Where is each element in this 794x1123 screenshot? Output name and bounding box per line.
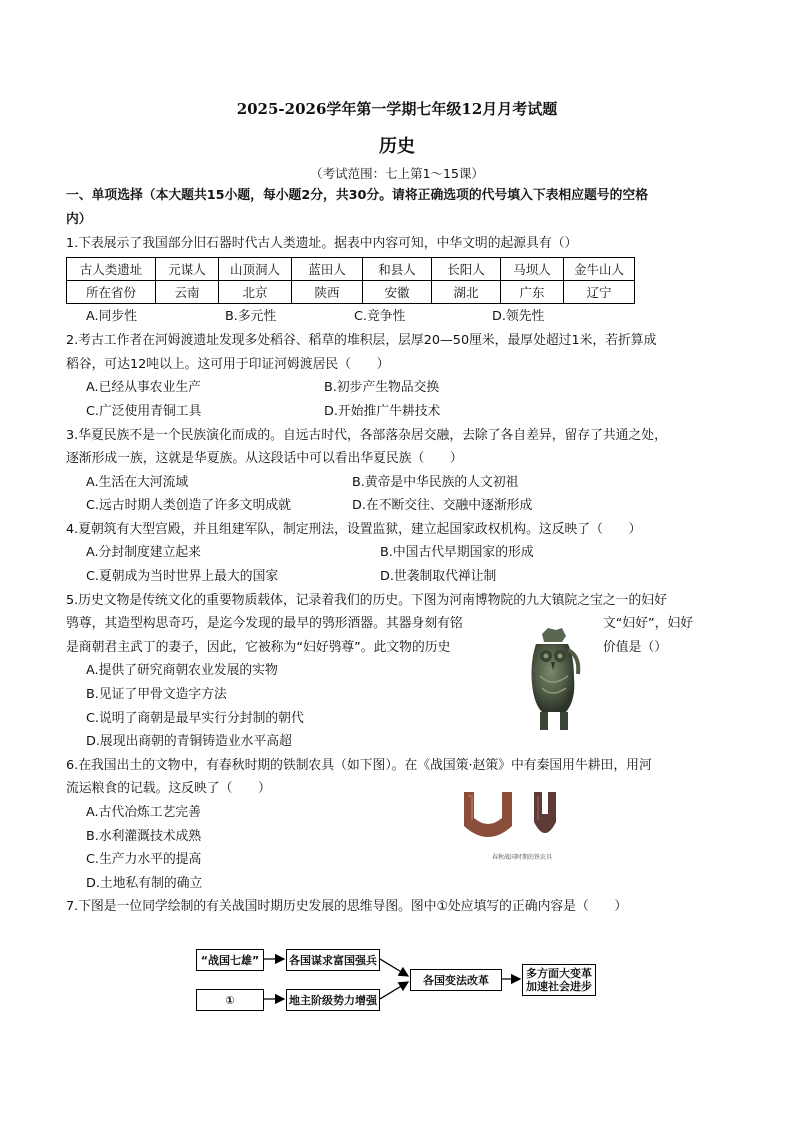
q2-option-b: B.初步产生物品交换 bbox=[324, 380, 440, 395]
table-cell: 云南 bbox=[156, 281, 219, 304]
table-cell: 广东 bbox=[501, 281, 564, 304]
q3-stem-line1: 3.华夏民族不是一个民族演化而成的。自远古时代，各部落杂居交融，去除了各自差异，留存了共通之处， bbox=[66, 428, 667, 443]
owl-zun-image bbox=[522, 626, 584, 734]
section-heading-line1: 一、单项选择（本大题共15小题，每小题2分，共30分。请将正确选项的代号填入下表相应题号的空格 bbox=[66, 188, 648, 203]
table-cell: 陕西 bbox=[292, 281, 363, 304]
table-cell: 山顶洞人 bbox=[219, 258, 292, 281]
q5-option-a: A.提供了研究商朝农业发展的实物 bbox=[86, 663, 278, 678]
q6-stem-line2: 流运粮食的记载。这反映了（ ） bbox=[66, 781, 271, 796]
flow-box-reforms: 各国变法改革 bbox=[410, 969, 502, 991]
table-row bbox=[67, 281, 635, 304]
exam-subject: 历史 bbox=[379, 136, 415, 157]
table-row bbox=[67, 258, 635, 281]
q1-option-c: C.竞争性 bbox=[354, 309, 406, 324]
flow-box-great-change-line1: 多方面大变革 bbox=[526, 967, 592, 980]
q5-stem-line2b: 文“妇好”，妇好 bbox=[603, 616, 694, 631]
flow-box-blank-1[interactable]: ① bbox=[196, 989, 264, 1011]
table-cell: 蓝田人 bbox=[292, 258, 363, 281]
exam-title: 2025-2026学年第一学期七年级12月月考试题 bbox=[236, 100, 558, 118]
q5-stem-line3b: 价值是（） bbox=[603, 640, 667, 655]
q1-option-a: A.同步性 bbox=[86, 309, 137, 324]
q5-option-d: D.展现出商朝的青铜铸造业水平高超 bbox=[86, 734, 292, 749]
owl-zun-bronze-icon bbox=[522, 626, 584, 734]
q3-stem-line2: 逐渐形成一族，这就是华夏族。从这段话中可以看出华夏民族（ ） bbox=[66, 451, 463, 466]
flow-box-seek-wealth: 各国谋求富国强兵 bbox=[286, 949, 380, 971]
table-cell: 安徽 bbox=[363, 281, 432, 304]
q6-option-c: C.生产力水平的提高 bbox=[86, 852, 202, 867]
table-cell: 湖北 bbox=[432, 281, 501, 304]
table-cell: 马坝人 bbox=[501, 258, 564, 281]
flow-box-great-change-line2: 加速社会进步 bbox=[526, 980, 592, 993]
q3-option-a: A.生活在大河流域 bbox=[86, 475, 189, 490]
q1-option-b: B.多元性 bbox=[225, 309, 277, 324]
iron-tools-image bbox=[460, 786, 580, 852]
table-cell: 辽宁 bbox=[564, 281, 635, 304]
q2-option-c: C.广泛使用青铜工具 bbox=[86, 404, 202, 419]
q4-stem: 4.夏朝筑有大型宫殿，并且组建军队，制定刑法，设置监狱，建立起国家政权机构。这反映了（ ） bbox=[66, 522, 642, 537]
q5-option-b: B.见证了甲骨文造字方法 bbox=[86, 687, 227, 702]
q2-option-a: A.已经从事农业生产 bbox=[86, 380, 201, 395]
q1-option-d: D.领先性 bbox=[492, 309, 545, 324]
q3-option-c: C.远古时期人类创造了许多文明成就 bbox=[86, 498, 291, 513]
table-cell: 金牛山人 bbox=[564, 258, 635, 281]
table-cell: 古人类遗址 bbox=[67, 258, 156, 281]
q3-option-d: D.在不断交往、交融中逐渐形成 bbox=[352, 498, 533, 513]
q6-option-b: B.水利灌溉技术成熟 bbox=[86, 829, 202, 844]
q3-option-b: B.黄帝是中华民族的人文初祖 bbox=[352, 475, 519, 490]
flow-box-great-change bbox=[522, 964, 596, 996]
q5-option-c: C.说明了商朝是最早实行分封制的朝代 bbox=[86, 711, 304, 726]
q4-option-a: A.分封制度建立起来 bbox=[86, 545, 201, 560]
table-cell: 元谋人 bbox=[156, 258, 219, 281]
q7-stem: 7.下图是一位同学绘制的有关战国时期历史发展的思维导图。图中①处应填写的正确内容是（ ） bbox=[66, 899, 628, 914]
q6-stem-line1: 6.在我国出土的文物中，有春秋时期的铁制农具（如下图）。在《战国策·赵策》中有秦国用牛耕田，用河 bbox=[66, 758, 652, 773]
q2-stem-line1: 2.考古工作者在河姆渡遗址发现多处稻谷、稻草的堆积层，层厚20—50厘米，最厚处超过1米，若折算成 bbox=[66, 333, 657, 348]
q6-option-a: A.古代冶炼工艺完善 bbox=[86, 805, 201, 820]
table-cell: 北京 bbox=[219, 281, 292, 304]
table-cell: 所在省份 bbox=[67, 281, 156, 304]
q1-stem: 1.下表展示了我国部分旧石器时代古人类遗址。据表中内容可知，中华文明的起源具有（） bbox=[66, 236, 578, 251]
q4-option-c: C.夏朝成为当时世界上最大的国家 bbox=[86, 569, 279, 584]
q1-sites-table bbox=[66, 257, 635, 304]
q5-stem-line1: 5.历史文物是传统文化的重要物质载体，记录着我们的历史。下图为河南博物院的九大镇院之宝之一的妇好 bbox=[66, 593, 667, 608]
q2-option-d: D.开始推广牛耕技术 bbox=[324, 404, 441, 419]
iron-tools-icon bbox=[460, 786, 580, 852]
table-cell: 和县人 bbox=[363, 258, 432, 281]
flow-box-landlord-class: 地主阶级势力增强 bbox=[286, 989, 380, 1011]
q5-stem-line2a: 鸮尊，其造型构思奇巧，是迄今发现的最早的鸮形酒器。其器身刻有铭 bbox=[66, 616, 463, 631]
table-cell: 长阳人 bbox=[432, 258, 501, 281]
q4-option-d: D.世袭制取代禅让制 bbox=[380, 569, 497, 584]
section-heading-line2: 内） bbox=[66, 212, 92, 227]
flow-box-warring-states: “战国七雄” bbox=[196, 949, 264, 971]
exam-scope: （考试范围：七上第1～15课） bbox=[310, 166, 484, 181]
iron-tools-caption: 春秋战国时期的铁农具 bbox=[492, 854, 553, 861]
q5-stem-line3a: 是商朝君主武丁的妻子，因此，它被称为“妇好鸮尊”。此文物的历史 bbox=[66, 640, 451, 655]
q4-option-b: B.中国古代早期国家的形成 bbox=[380, 545, 534, 560]
q2-stem-line2: 稻谷，可达12吨以上。这可用于印证河姆渡居民（ ） bbox=[66, 357, 390, 372]
q6-option-d: D.土地私有制的确立 bbox=[86, 876, 203, 891]
